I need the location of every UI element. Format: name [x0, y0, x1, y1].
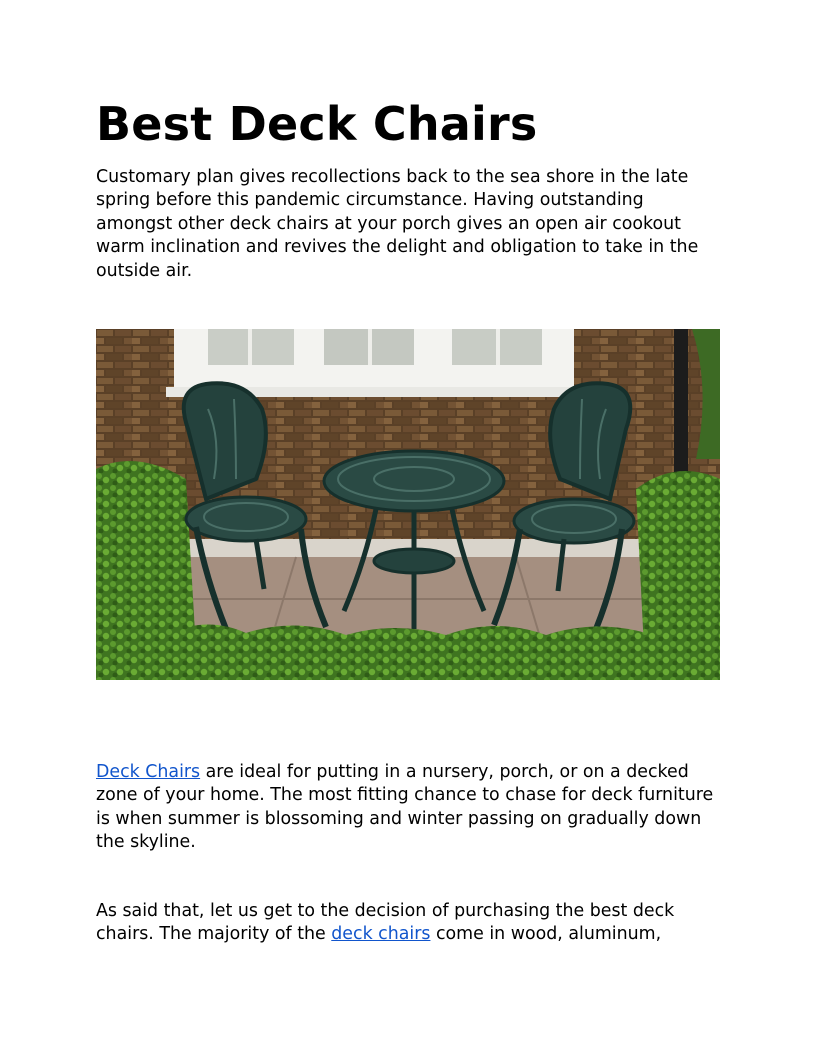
intro-paragraph: Customary plan gives recollections back to the sea shore in the late spring before this pandemic circumstance. Having outstanding amongst other deck chairs at your porch gives an open air cookout warm inclination and revives the delight and obligation to take in the outside air.: [96, 167, 699, 281]
deck-chairs-inline-link[interactable]: deck chairs: [331, 924, 431, 945]
paragraph-deck-chairs: [96, 761, 720, 855]
deck-chairs-photo: [96, 329, 720, 680]
paragraph-2-text: are ideal for putting in a nursery, porch, or on a decked zone of your home. The most fitting chance to chase for deck furniture is when summer is blossoming and winter passing on gradually down the skyline.: [96, 762, 714, 853]
paragraph-purchasing: [96, 900, 720, 947]
deck-chairs-link[interactable]: Deck Chairs: [96, 762, 201, 782]
paragraph-3-text-before: As said that, let us get to the decision of purchasing the best deck chairs. The majority of the: [96, 901, 675, 945]
page-title: Best Deck Chairs: [96, 97, 538, 151]
paragraph-3-text-after: come in wood, aluminum,: [430, 924, 662, 945]
